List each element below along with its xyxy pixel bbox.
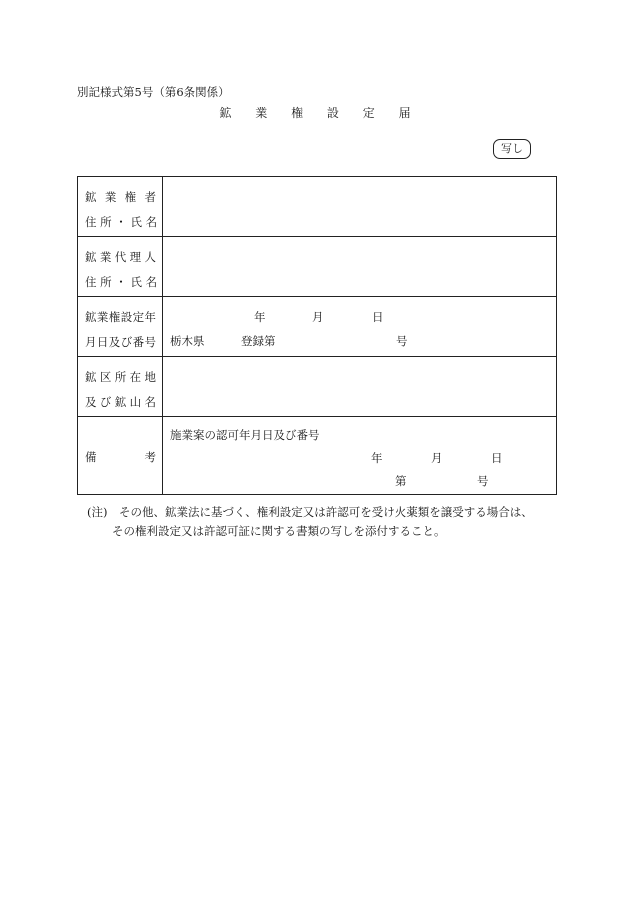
copy-badge: 写し	[493, 139, 531, 159]
table-row-remarks	[78, 417, 557, 495]
label-line: 住 所 ・ 氏 名	[85, 215, 158, 229]
prefecture-label: 栃木県	[170, 334, 205, 348]
field-mining-right-holder[interactable]	[163, 177, 557, 237]
label-line: 鉱業権設定年	[85, 310, 156, 324]
number-prefix-label: 第	[395, 474, 407, 488]
month-label: 月	[312, 310, 324, 324]
label-line: 及び鉱山名	[85, 395, 156, 409]
year-label: 年	[371, 451, 383, 465]
label-mining-right-holder	[78, 177, 163, 237]
label-mining-agent	[78, 237, 163, 297]
number-suffix-label: 号	[477, 474, 489, 488]
label-line: 備 考	[85, 450, 156, 464]
label-line: 月日及び番号	[85, 335, 156, 349]
document-title	[0, 104, 630, 121]
mining-right-form-table	[77, 176, 557, 495]
day-label: 日	[372, 310, 384, 324]
label-line: 鉱区所在地	[85, 370, 156, 384]
title-char: 届	[398, 106, 411, 120]
field-mining-agent[interactable]	[163, 237, 557, 297]
month-label: 月	[431, 451, 443, 465]
number-suffix-label: 号	[396, 334, 408, 348]
table-row-mining-agent	[78, 237, 557, 297]
title-char: 定	[362, 106, 375, 120]
table-row-mining-right-holder	[78, 177, 557, 237]
registration-label: 登録第	[241, 334, 276, 348]
label-mine-location	[78, 357, 163, 417]
footnote-line: (注) その他、鉱業法に基づく、権利設定又は許認可を受け火薬類を譲受する場合は、	[87, 505, 533, 519]
label-line: 住 所 ・ 氏 名	[85, 275, 158, 289]
label-line: 鉱業代理人	[85, 250, 156, 264]
title-char: 設	[326, 106, 339, 120]
approval-heading: 施業案の認可年月日及び番号	[170, 428, 320, 442]
field-establishment-date[interactable]	[163, 297, 557, 357]
label-remarks	[78, 417, 163, 495]
footnote	[87, 503, 533, 541]
day-label: 日	[491, 451, 503, 465]
label-line: 鉱 業 権 者	[85, 190, 156, 204]
field-remarks[interactable]	[163, 417, 557, 495]
label-establishment-date	[78, 297, 163, 357]
table-row-establishment-date	[78, 297, 557, 357]
title-char: 業	[255, 106, 268, 120]
year-label: 年	[254, 310, 266, 324]
title-char: 鉱	[219, 106, 232, 120]
form-number: 別記様式第5号（第6条関係）	[77, 85, 230, 99]
title-char: 権	[291, 106, 304, 120]
footnote-line: その権利設定又は許認可証に関する書類の写しを添付すること。	[112, 524, 446, 538]
field-mine-location[interactable]	[163, 357, 557, 417]
table-row-mine-location	[78, 357, 557, 417]
